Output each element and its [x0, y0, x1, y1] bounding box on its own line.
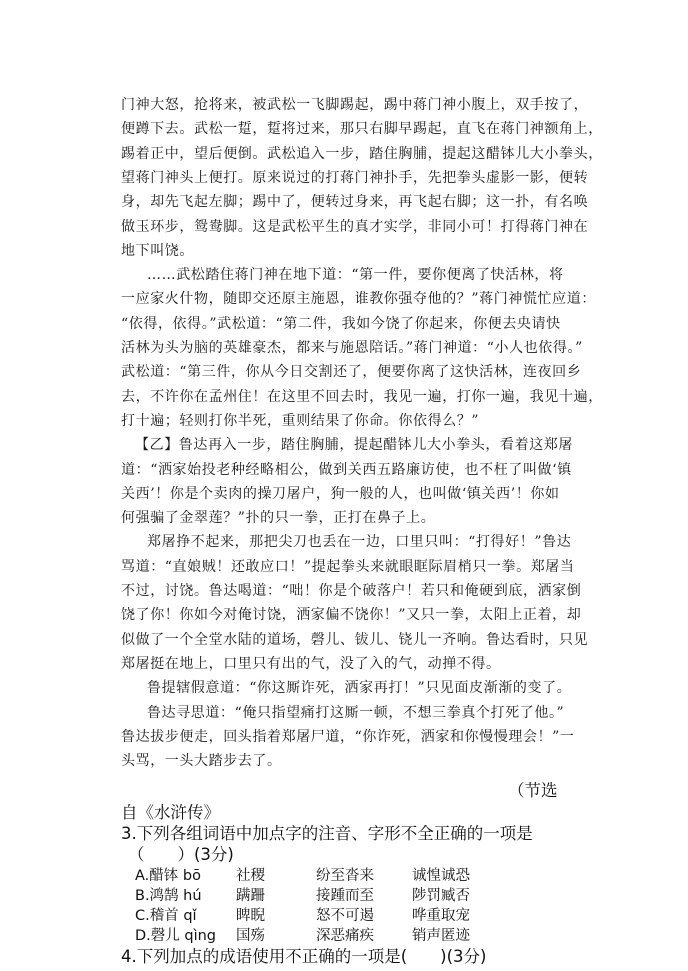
question-3-blank: （ ）(3分)	[128, 845, 234, 865]
option-d-label: D.磬儿 qìng	[135, 928, 217, 945]
question-4-stem: 4.下列加点的成语使用不正确的一项是( )(3分)	[121, 947, 487, 967]
passage-line: 便蹲下去。武松一踅，踅将过来，那只右脚早踢起，直飞在蒋门神额角上，	[121, 121, 603, 138]
option-c-label: C.稽首 qǐ	[135, 908, 197, 925]
passage-line: 踢着正中，望后便倒。武松追入一步，踏住胸脯，提起这醋钵儿大小拳头，	[121, 145, 603, 162]
option-a-word4: 诚惶诚恐	[412, 868, 470, 885]
passage-line: 郑屠挣不起来，那把尖刀也丢在一边，口里只叫：“打得好！”鲁达	[147, 534, 572, 551]
passage-line: 地下叫饶。	[121, 242, 194, 259]
option-c-word2: 睥睨	[236, 908, 265, 925]
passage-line: 似做了一个全堂水陆的道场，磬儿、钹儿、铙儿一齐响。鲁达看时，只见	[121, 631, 589, 648]
passage-source: （节选	[508, 781, 558, 801]
option-d-word3: 深恶痛疾	[316, 928, 374, 945]
question-3-stem: 3.下列各组词语中加点字的注音、字形不全正确的一项是	[121, 824, 533, 844]
passage-line: 一应家火什物，随即交还原主施恩，谁教你强夺他的？”蒋门神慌忙应道：	[121, 291, 596, 308]
passage-line: 门神大怒，抢将来，被武松一飞脚踢起，踢中蒋门神小腹上，双手按了，	[121, 97, 589, 113]
passage-line: 关西’！你是个卖肉的操刀屠户，狗一般的人，也叫做‘镇关西’！你如	[121, 485, 560, 502]
passage-line: 做玉环步，鸳鸯脚。这是武松平生的真才实学，非同小可！打得蒋门神在	[121, 218, 589, 235]
passage-line: 望蒋门神头上便打。原来说过的打蒋门神扑手，先把拳头虚影一影，便转	[121, 169, 589, 186]
option-b-word4: 陟罚臧否	[412, 888, 470, 905]
option-b-word2: 蹒跚	[236, 888, 265, 905]
option-c-word3: 怒不可遏	[316, 908, 374, 925]
passage-line: 身，却先飞起左脚；踢中了，便转过身来，再飞起右脚；这一扑，有名唤	[121, 194, 589, 211]
option-d-word2: 国殇	[236, 928, 265, 945]
option-a-label: A.醋钵 bō	[135, 868, 201, 885]
passage-line: 鲁达寻思道：“俺只指望痛打这厮一顿，不想三拳真个打死了他。”	[147, 704, 565, 721]
passage-line: 骂道：“直娘贼！还敢应口！”提起拳头来就眼眶际眉梢只一拳。郑屠当	[121, 558, 575, 575]
passage-line: 道：“洒家始投老种经略相公，做到关西五路廉访使，也不枉了叫做‘镇	[121, 461, 572, 478]
option-a-word3: 纷至沓来	[316, 868, 374, 885]
passage-source-cont: 自《水浒传》	[121, 803, 220, 823]
passage-line: 打十遍；轻则打你半死，重则结果了你命。你依得么？”	[121, 412, 480, 429]
passage-line: 头骂，一头大踏步去了。	[121, 753, 282, 770]
option-c-word4: 哗重取宠	[412, 908, 470, 925]
passage-line: 鲁提辖假意道：“你这厮诈死，洒家再打！”只见面皮渐渐的变了。	[147, 680, 572, 697]
passage-line: 武松道：“第三件，你从今日交割还了，便要你离了这快活林，连夜回乡	[121, 364, 582, 381]
passage-line: 饶了你！你如今对俺讨饶，洒家偏不饶你！”又只一拳，太阳上正着，却	[121, 607, 582, 624]
passage-line: 何强骗了金翠莲？”扑的只一拳，正打在鼻子上。	[121, 510, 436, 527]
option-d-word4: 销声匿迹	[412, 928, 470, 945]
passage-line: 去，不许你在孟州住！在这里不回去时，我见一遍，打你一遍，我见十遍，	[121, 388, 603, 405]
passage-line: 鲁达拔步便走，回头指着郑屠尸道，“你诈死，洒家和你慢慢理会！”一	[121, 728, 575, 745]
passage-line: 活林为头为脑的英雄豪杰，都来与施恩陪话。”蒋门神道：“小人也依得。”	[121, 340, 583, 356]
passage-line: 【乙】鲁达再入一步，踏住胸脯，提起醋钵儿大小拳头，看着这郑屠	[135, 437, 573, 454]
passage-line: 郑屠挺在地上，口里只有出的气，没了入的气，动掸不得。	[121, 655, 501, 672]
passage-line: “依得，依得。”武松道：“第二件，我如今饶了你起来，你便去央请快	[121, 315, 561, 332]
option-a-word2: 社稷	[236, 868, 265, 885]
option-b-label: B.鸿鹄 hú	[135, 888, 202, 905]
passage-line: 不过，讨饶。鲁达喝道：“咄！你是个破落户！若只和俺硬到底，洒家倒	[121, 583, 582, 599]
option-b-word3: 接踵而至	[316, 888, 374, 905]
passage-line: ……武松踏住蒋门神在地下道：“第一件，要你便离了快活林，将	[147, 267, 564, 284]
